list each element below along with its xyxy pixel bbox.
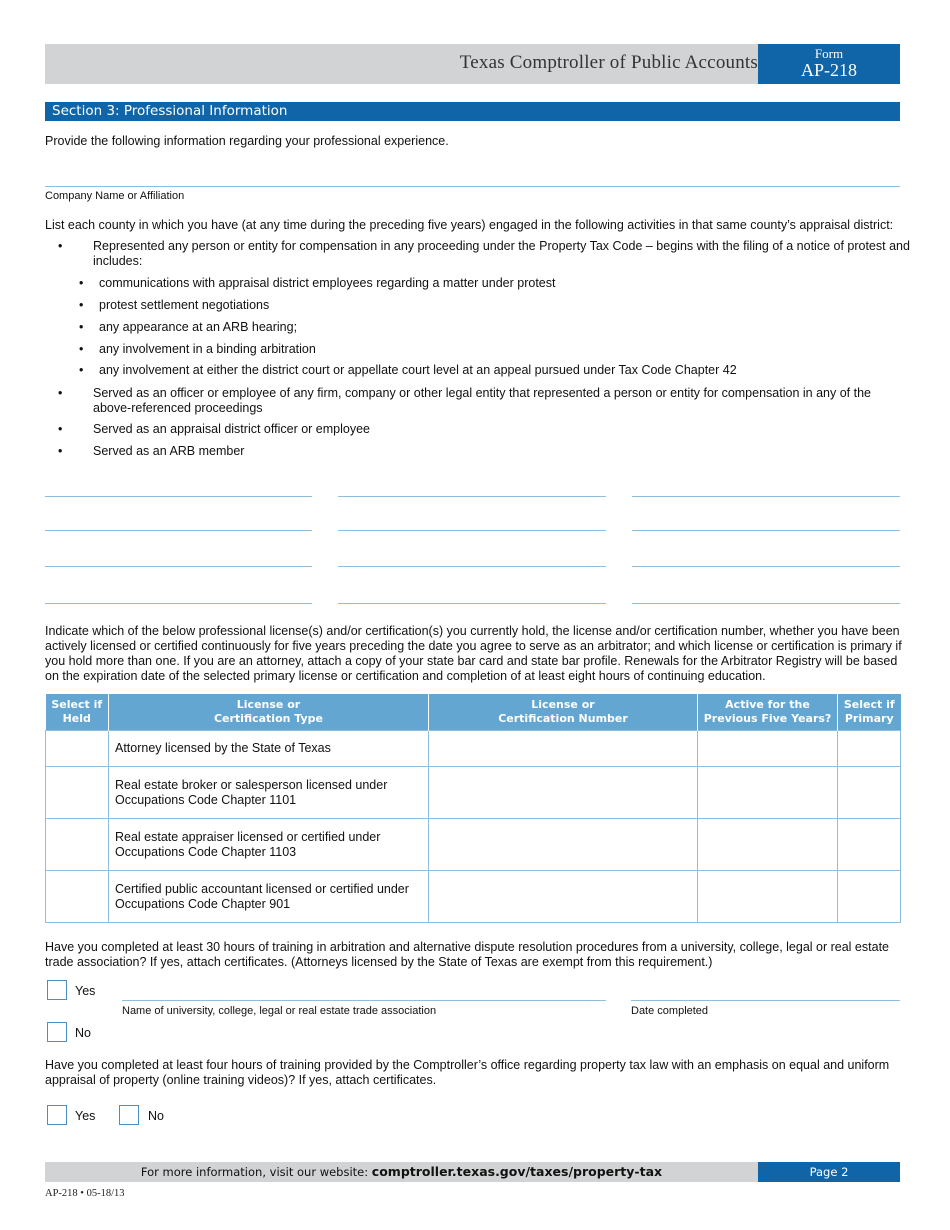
company-name-label: Company Name or Affiliation: [45, 190, 185, 202]
footer-website-link[interactable]: comptroller.texas.gov/taxes/property-tax: [371, 1164, 663, 1179]
column-header: Active for the Previous Five Years?: [698, 694, 838, 731]
select-held-cell[interactable]: [46, 819, 109, 871]
license-table: [45, 694, 901, 923]
training-30-yes-label: Yes: [75, 984, 96, 998]
license-type-cell: Real estate appraiser licensed or certified under Occupations Code Chapter 1103: [109, 819, 429, 871]
select-held-cell[interactable]: [46, 767, 109, 819]
training-4-yes-label: Yes: [75, 1109, 96, 1123]
institution-name-field[interactable]: [122, 1000, 606, 1001]
activity-item: [58, 422, 900, 438]
sub-activity-text: any involvement at either the district court or appellate court level at an appeal pursued under Tax Code Chapter 42: [99, 363, 737, 377]
date-completed-field[interactable]: [631, 1000, 900, 1001]
table-row: [46, 871, 901, 923]
training-30-no-label: No: [75, 1026, 91, 1040]
activity-text: Served as an officer or employee of any firm, company or other legal entity that represented a person or entity for compensation in any of the above-referenced proceedings: [93, 386, 871, 415]
select-primary-cell[interactable]: [838, 871, 901, 923]
sub-activity-text: protest settlement negotiations: [99, 298, 270, 312]
license-number-cell[interactable]: [429, 871, 698, 923]
column-header: Select if Primary: [838, 694, 901, 731]
training-30-no-checkbox[interactable]: [47, 1022, 67, 1042]
bullet-dot: •: [79, 363, 84, 377]
county-field[interactable]: [338, 566, 606, 567]
column-header: License or Certification Type: [109, 694, 429, 731]
bullet-dot: •: [58, 386, 63, 400]
bullet-dot: •: [79, 320, 84, 334]
license-number-cell[interactable]: [429, 767, 698, 819]
county-instructions: List each county in which you have (at any time during the preceding five years) engaged in the following activities in that same county’s appraisal district:: [45, 218, 894, 232]
county-field[interactable]: [338, 603, 606, 604]
table-header-row: [46, 694, 901, 731]
column-header: License or Certification Number: [429, 694, 698, 731]
training-30-yes-checkbox[interactable]: [47, 980, 67, 1000]
bullet-dot: •: [79, 342, 84, 356]
select-primary-cell[interactable]: [838, 819, 901, 871]
date-completed-label: Date completed: [631, 1005, 709, 1017]
active-five-years-cell[interactable]: [698, 819, 838, 871]
bullet-dot: •: [79, 298, 84, 312]
training-4-yes-checkbox[interactable]: [47, 1105, 67, 1125]
license-type-cell: Attorney licensed by the State of Texas: [109, 731, 429, 767]
county-field[interactable]: [632, 566, 900, 567]
company-name-field[interactable]: [45, 186, 900, 187]
select-held-cell[interactable]: [46, 731, 109, 767]
agency-title: Texas Comptroller of Public Accounts: [459, 52, 758, 73]
activity-text: Served as an appraisal district officer or employee: [93, 422, 370, 436]
activity-text: Served as an ARB member: [93, 444, 245, 458]
form-number: AP-218: [800, 60, 857, 80]
county-field[interactable]: [338, 496, 606, 497]
table-row: [46, 731, 901, 767]
select-primary-cell[interactable]: [838, 767, 901, 819]
activity-item: [58, 239, 910, 271]
training-4-question: Have you completed at least four hours of training provided by the Comptroller’s office regarding property tax law with an emphasis on equal and uniform appraisal of property (online training videos)? If yes, attach certificates.: [45, 1058, 890, 1087]
form-number-box: [758, 44, 900, 84]
section-intro: Provide the following information regarding your professional experience.: [45, 134, 449, 148]
section-title: Section 3: Professional Information: [45, 102, 900, 121]
footer-info: [45, 1162, 758, 1182]
county-field[interactable]: [632, 530, 900, 531]
institution-name-label: Name of university, college, legal or real estate trade association: [122, 1005, 437, 1017]
county-field[interactable]: [338, 530, 606, 531]
county-field[interactable]: [45, 496, 312, 497]
license-type-cell: Certified public accountant licensed or certified under Occupations Code Chapter 901: [109, 871, 429, 923]
license-number-cell[interactable]: [429, 731, 698, 767]
form-word: Form: [814, 46, 844, 61]
activity-text: Represented any person or entity for compensation in any proceeding under the Property Tax Code – begins with the filing of a notice of protest and includes:: [93, 239, 910, 268]
training-4-no-checkbox[interactable]: [119, 1105, 139, 1125]
sub-activity-text: any appearance at an ARB hearing;: [99, 320, 298, 334]
training-30-question: Have you completed at least 30 hours of training in arbitration and alternative dispute resolution procedures from a university, college, legal or real estate trade association? If yes, attach certificates. (Attorneys licensed by the State of Texas are exempt from this requirement.): [45, 940, 889, 969]
license-number-cell[interactable]: [429, 819, 698, 871]
license-instructions: Indicate which of the below professional license(s) and/or certification(s) you currently hold, the license and/or certification number, whether you have been actively licensed or certified continuously for five years preceding the date you agree to serve as an arbitrator; and which license or certification is primary if you hold more than one. If you are an attorney, attach a copy of your state bar card and state bar profile. Renewals for the Arbitrator Registry will be based on the expiration date of the selected primary license or certification and completion of at least eight hours of continuing education.: [45, 624, 902, 683]
bullet-dot: •: [58, 239, 63, 253]
table-row: [46, 819, 901, 871]
activity-item: [58, 444, 900, 460]
bullet-dot: •: [58, 444, 63, 458]
activity-item: [58, 386, 900, 418]
form-id: AP-218 • 05-18/13: [45, 1188, 125, 1199]
license-type-cell: Real estate broker or salesperson licensed under Occupations Code Chapter 1101: [109, 767, 429, 819]
sub-activity-text: any involvement in a binding arbitration: [99, 342, 316, 356]
table-row: [46, 767, 901, 819]
active-five-years-cell[interactable]: [698, 731, 838, 767]
sub-activity-text: communications with appraisal district employees regarding a matter under protest: [99, 276, 556, 290]
county-field[interactable]: [45, 603, 312, 604]
bullet-dot: •: [58, 422, 63, 436]
select-held-cell[interactable]: [46, 871, 109, 923]
footer-info-prefix: For more information, visit our website:: [140, 1165, 372, 1179]
bullet-dot: •: [79, 276, 84, 290]
county-field[interactable]: [632, 603, 900, 604]
page-number: Page 2: [758, 1162, 900, 1182]
column-header: Select if Held: [46, 694, 109, 731]
county-field[interactable]: [45, 566, 312, 567]
active-five-years-cell[interactable]: [698, 767, 838, 819]
active-five-years-cell[interactable]: [698, 871, 838, 923]
county-field[interactable]: [45, 530, 312, 531]
training-4-no-label: No: [148, 1109, 164, 1123]
select-primary-cell[interactable]: [838, 731, 901, 767]
county-field[interactable]: [632, 496, 900, 497]
